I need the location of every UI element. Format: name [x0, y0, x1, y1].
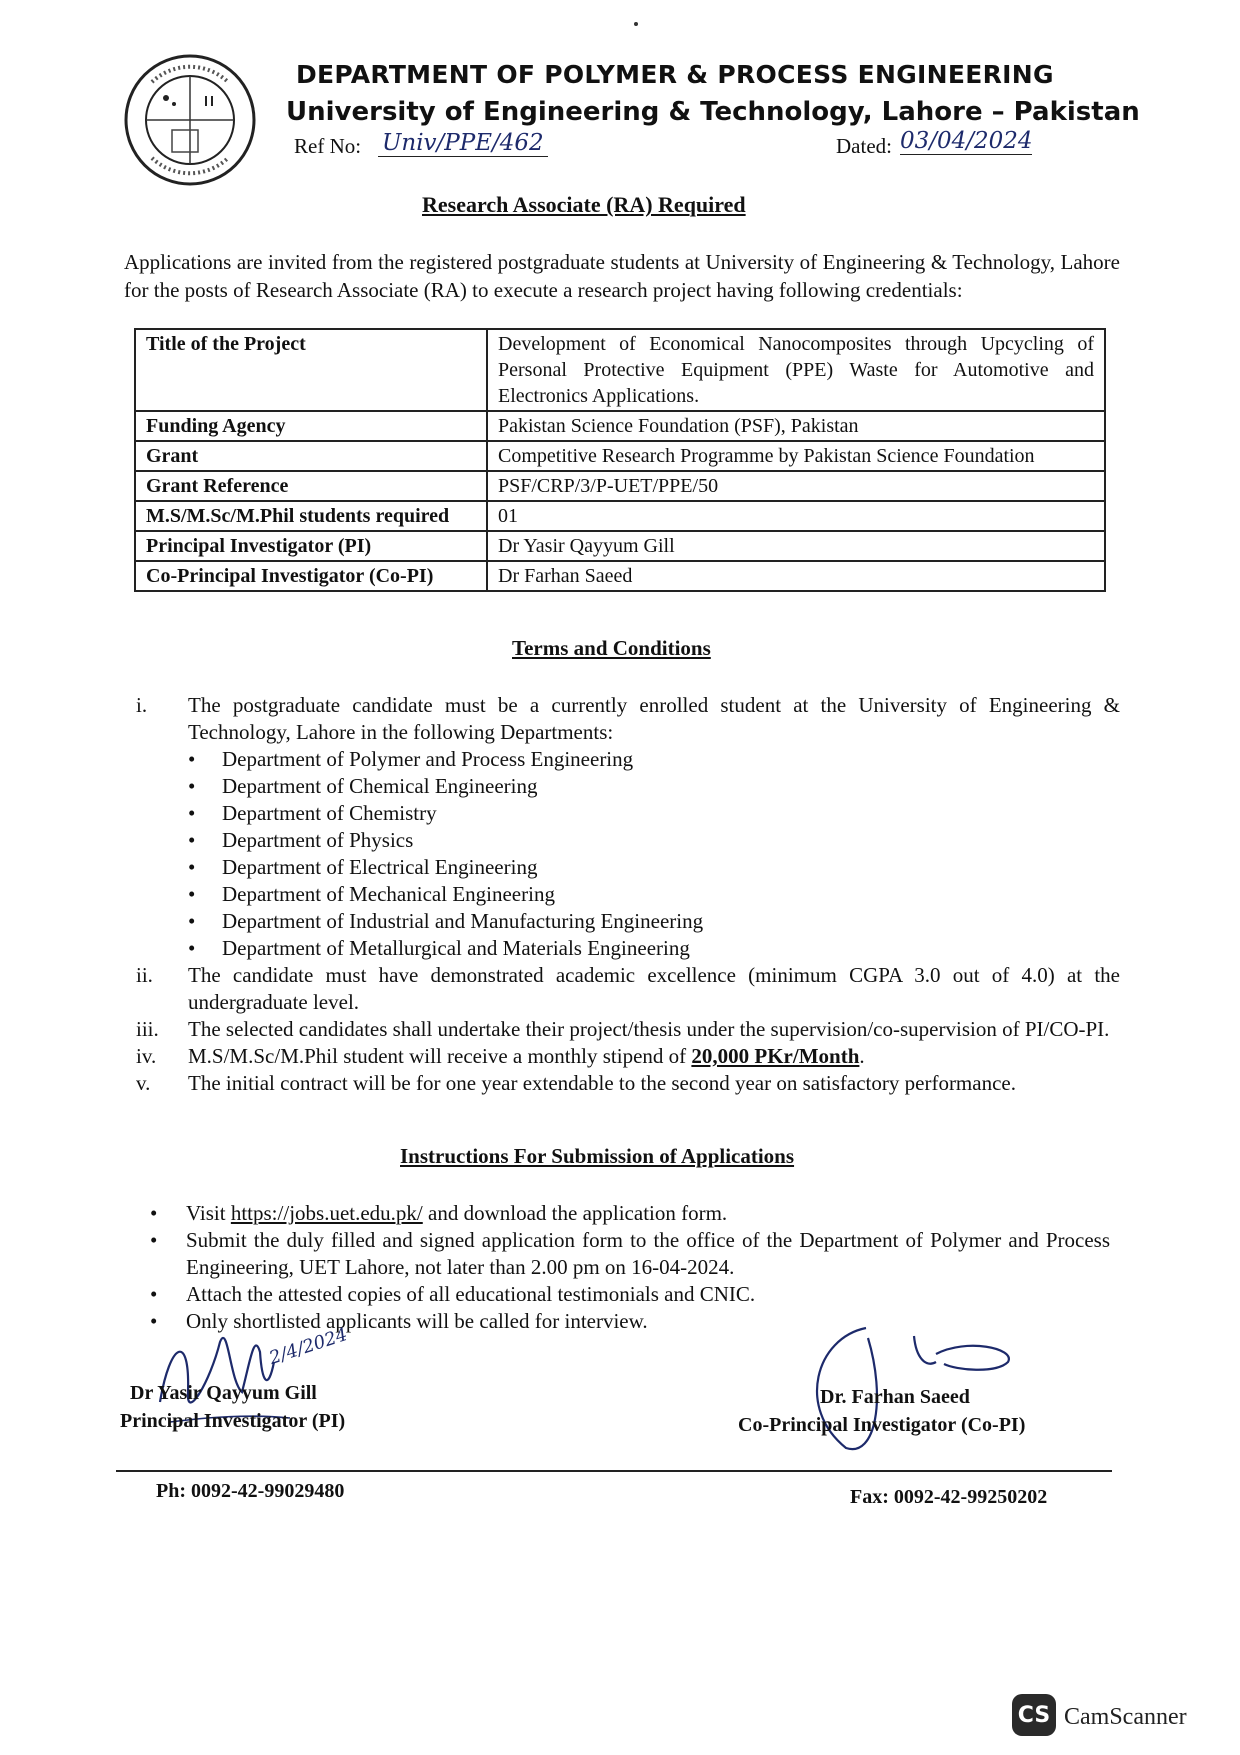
- visit-text: Visit: [186, 1201, 231, 1225]
- pi-signature-date: 2/4/2024: [266, 1324, 351, 1369]
- term-item: [130, 692, 1120, 746]
- list-item: [188, 935, 1120, 962]
- table-row: [135, 411, 1105, 441]
- term-number: iv.: [136, 1044, 157, 1068]
- term-text: The selected candidates shall undertake their project/thesis under the supervision/co-supervision of PI/CO-PI.: [188, 1017, 1110, 1041]
- row-key: Grant Reference: [135, 471, 487, 501]
- table-row: [135, 441, 1105, 471]
- co-pi-name: Dr. Farhan Saeed: [820, 1386, 970, 1408]
- visit-instruction: [186, 1200, 1110, 1227]
- term-number: iii.: [136, 1017, 159, 1041]
- row-value: Pakistan Science Foundation (PSF), Pakistan: [487, 411, 1105, 441]
- instructions-list: [150, 1200, 1110, 1335]
- instruction-text: Only shortlisted applicants will be called for interview.: [186, 1309, 648, 1333]
- phone-number: Ph: 0092-42-99029480: [156, 1480, 345, 1502]
- bullet-icon: •: [188, 828, 196, 852]
- term-number: ii.: [136, 963, 153, 987]
- stipend-text-end: .: [859, 1044, 865, 1068]
- credentials-table: [134, 328, 1106, 592]
- list-item: [188, 827, 1120, 854]
- table-row: [135, 561, 1105, 591]
- term-number: i.: [136, 693, 148, 717]
- bullet-icon: •: [188, 774, 196, 798]
- bullet-icon: •: [188, 801, 196, 825]
- term-text: The initial contract will be for one year extendable to the second year on satisfactory performance.: [188, 1071, 1016, 1095]
- bullet-icon: •: [150, 1309, 158, 1333]
- row-key: M.S/M.Sc/M.Phil students required: [135, 501, 487, 531]
- camscanner-watermark: CamScanner: [1064, 1704, 1187, 1730]
- term-text: [188, 1043, 1120, 1070]
- row-key: Grant: [135, 441, 487, 471]
- ref-number: Univ/PPE/462: [378, 130, 548, 157]
- department-name: DEPARTMENT OF POLYMER & PROCESS ENGINEERING: [296, 60, 1054, 89]
- department-name-item: Department of Polymer and Process Engineering: [222, 747, 634, 771]
- pi-name: Dr Yasir Qayyum Gill: [130, 1382, 317, 1404]
- issue-date: 03/04/2024: [900, 128, 1033, 154]
- instructions-heading: Instructions For Submission of Applications: [400, 1144, 795, 1168]
- row-key: Title of the Project: [135, 329, 487, 411]
- term-item: [130, 962, 1120, 1016]
- table-row: [135, 329, 1105, 411]
- row-key: Principal Investigator (PI): [135, 531, 487, 561]
- department-seal-icon: [122, 52, 258, 188]
- list-item: [188, 773, 1120, 800]
- row-value: Competitive Research Programme by Pakistan Science Foundation: [487, 441, 1105, 471]
- list-item: [188, 746, 1120, 773]
- row-value: Development of Economical Nanocomposites through Upcycling of Personal Protective Equipment (PPE) Waste for Automotive and Electronics Applications.: [487, 329, 1105, 411]
- department-name-item: Department of Electrical Engineering: [222, 855, 538, 879]
- bullet-icon: •: [150, 1228, 158, 1252]
- list-item: [150, 1281, 1110, 1308]
- bullet-icon: •: [188, 855, 196, 879]
- footer-divider: [116, 1470, 1112, 1472]
- stipend-text: M.S/M.Sc/M.Phil student will receive a monthly stipend of: [188, 1044, 692, 1068]
- row-value: PSF/CRP/3/P-UET/PPE/50: [487, 471, 1105, 501]
- instruction-text: Submit the duly filled and signed application form to the office of the Department of Polymer and Process Engineering, UET Lahore, not later than 2.00 pm on 16-04-2024.: [186, 1228, 1110, 1279]
- scan-speck: [634, 22, 638, 26]
- notice-title: Research Associate (RA) Required: [422, 192, 746, 217]
- term-number: v.: [136, 1071, 151, 1095]
- terms-heading: Terms and Conditions: [512, 636, 711, 660]
- term-item: [130, 1016, 1120, 1043]
- intro-paragraph: Applications are invited from the registered postgraduate students at University of Engineering & Technology, Lahore for the posts of Research Associate (RA) to execute a research project having following credentials:: [124, 250, 1120, 302]
- bullet-icon: •: [188, 936, 196, 960]
- fax-number: Fax: 0092-42-99250202: [850, 1486, 1048, 1508]
- bullet-icon: •: [150, 1282, 158, 1306]
- list-item: [188, 800, 1120, 827]
- department-name-item: Department of Chemistry: [222, 801, 437, 825]
- list-item: [188, 908, 1120, 935]
- table-row: [135, 471, 1105, 501]
- bullet-icon: •: [188, 882, 196, 906]
- ref-label: Ref No:: [294, 134, 362, 158]
- list-item: [150, 1227, 1110, 1281]
- table-row: [135, 501, 1105, 531]
- list-item: [150, 1200, 1110, 1227]
- department-name-item: Department of Mechanical Engineering: [222, 882, 555, 906]
- table-row: [135, 531, 1105, 561]
- department-name-item: Department of Physics: [222, 828, 414, 852]
- visit-text-end: and download the application form.: [422, 1201, 728, 1225]
- date-label: Dated:: [836, 134, 892, 158]
- department-name-item: Department of Metallurgical and Materials Engineering: [222, 936, 690, 960]
- department-name-item: Department of Chemical Engineering: [222, 774, 538, 798]
- bullet-icon: •: [188, 909, 196, 933]
- department-name-item: Department of Industrial and Manufacturing Engineering: [222, 909, 704, 933]
- row-value: Dr Farhan Saeed: [487, 561, 1105, 591]
- row-key: Funding Agency: [135, 411, 487, 441]
- pi-role: Principal Investigator (PI): [120, 1410, 346, 1432]
- bullet-icon: •: [150, 1201, 158, 1225]
- terms-list: [130, 692, 1120, 1097]
- bullet-icon: •: [188, 747, 196, 771]
- row-key: Co-Principal Investigator (Co-PI): [135, 561, 487, 591]
- term-item: [130, 1043, 1120, 1070]
- stipend-amount: 20,000 PKr/Month: [691, 1044, 860, 1068]
- university-name: University of Engineering & Technology, Lahore – Pakistan: [286, 97, 1140, 127]
- term-item: [130, 1070, 1120, 1097]
- department-list: [130, 746, 1120, 962]
- camscanner-logo-icon: CS: [1012, 1694, 1056, 1736]
- row-value: 01: [487, 501, 1105, 531]
- row-value: Dr Yasir Qayyum Gill: [487, 531, 1105, 561]
- term-text: The candidate must have demonstrated academic excellence (minimum CGPA 3.0 out of 4.0) at the undergraduate level.: [188, 963, 1120, 1014]
- instruction-text: Attach the attested copies of all educational testimonials and CNIC.: [186, 1282, 756, 1306]
- jobs-portal-link[interactable]: https://jobs.uet.edu.pk/: [230, 1201, 423, 1225]
- list-item: [188, 881, 1120, 908]
- list-item: [188, 854, 1120, 881]
- term-text: The postgraduate candidate must be a currently enrolled student at the University of Engineering & Technology, Lahore in the following Departments:: [188, 693, 1120, 744]
- co-pi-role: Co-Principal Investigator (Co-PI): [738, 1414, 1026, 1436]
